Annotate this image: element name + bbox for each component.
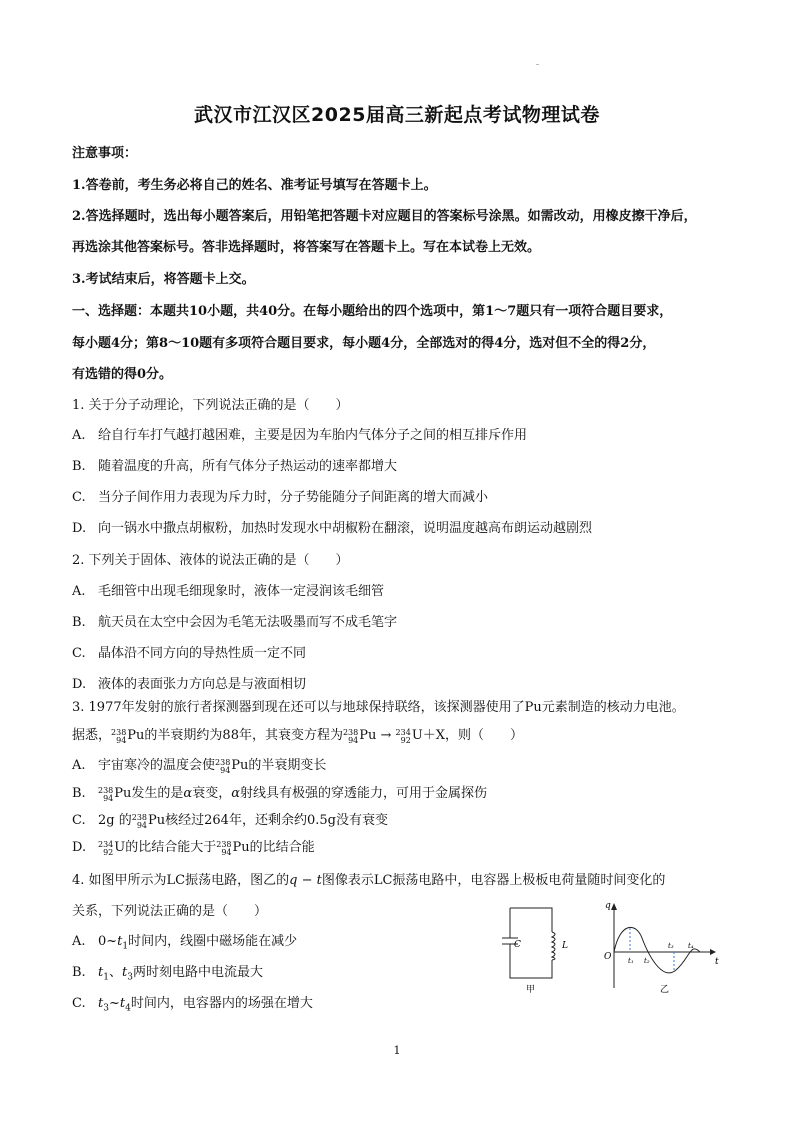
inductor-coil [552, 932, 555, 960]
inductor-label: L [562, 941, 568, 951]
notes-item-2-cont: 再选涂其他答案标号。答非选择题时，将答案写在答题卡上。写在本试卷上无效。 [72, 240, 541, 255]
notes-item-1: 1.答卷前，考生务必将自己的姓名、准考证号填写在答题卡上。 [72, 178, 437, 193]
u-nuclide-symbol: 234 92 [98, 840, 114, 857]
q1-stem: 1. 关于分子动理论，下列说法正确的是（ ） [72, 398, 349, 413]
q-axis-label: q [605, 901, 611, 911]
q2-option-a[interactable]: A. 毛细管中出现毛细现象时，液体一定浸润该毛细管 [72, 584, 385, 599]
q2-option-b[interactable]: B. 航天员在太空中会因为毛笔无法吸墨而写不成毛笔字 [72, 615, 398, 630]
q-t-curve [614, 927, 700, 973]
q3-option-d[interactable]: D. 234 92 U的比结合能大于 238 94 Pu的比结合能 [72, 840, 315, 857]
page-number: 1 [393, 1044, 401, 1057]
q4-stem-line-1: 4. 如图甲所示为LC振荡电路，图乙的q − t图像表示LC振荡电路中，电容器上极板电荷量随时间变化的 [72, 873, 666, 888]
capacitor-label: C [514, 940, 521, 950]
q3-stem-line-1: 3. 1977年发射的旅行者探测器到现在还可以与地球保持联络，该探测器使用了Pu元素制造的核动力电池。 [72, 700, 685, 715]
circuit-wire-top [510, 908, 552, 932]
scan-speck [536, 64, 539, 65]
page-title: 武汉市江汉区2025届高三新起点考试物理试卷 [194, 104, 600, 126]
q2-option-d[interactable]: D. 液体的表面张力方向总是与液面相切 [72, 677, 307, 692]
q4-option-b[interactable]: B. $t_1$、$t_3$两时刻电路中电流最大 [72, 965, 263, 983]
q4-figure [490, 898, 730, 994]
q1-option-c[interactable]: C. 当分子间作用力表现为斥力时，分子势能随分子间距离的增大而减小 [72, 490, 489, 505]
pu-nuclide-symbol: 238 94 [98, 786, 114, 803]
q-axis-arrow [611, 903, 617, 910]
pu-nuclide-symbol: 238 94 [216, 840, 232, 857]
figure-jia-label: 甲 [526, 985, 536, 994]
q4-option-c[interactable]: C. $t_3\sim t_4$时间内，电容器内的场强在增大 [72, 996, 313, 1014]
pu-nuclide-symbol: 238 94 [131, 813, 148, 830]
q1-option-b[interactable]: B. 随着温度的升高，所有气体分子热运动的速率都增大 [72, 459, 398, 474]
notes-item-3: 3.考试结束后，将答题卡上交。 [72, 272, 255, 287]
q3-option-a[interactable]: A. 宇宙寒冷的温度会使 238 94 Pu的半衰期变长 [72, 758, 327, 775]
q2-option-c[interactable]: C. 晶体沿不同方向的导热性质一定不同 [72, 646, 307, 661]
t-axis-arrow [710, 949, 716, 955]
q3-stem-line-2: 据悉， 238 94 Pu的半衰期约为88年，其衰变方程为 238 94 Pu → 234 92 U＋X，则（ ） [72, 728, 524, 745]
circuit-wire-bottom [510, 950, 552, 978]
section-1-instructions-1: 一、选择题：本题共10小题，共40分。在每小题给出的四个选项中，第1～7题只有一项符合题目要求， [72, 304, 673, 319]
figure-yi-label: 乙 [660, 985, 670, 994]
t3-label: t₃ [668, 942, 674, 950]
section-1-instructions-3: 有选错的得0分。 [72, 367, 173, 382]
section-1-instructions-2: 每小题4分；第8～10题有多项符合题目要求，每小题4分，全部选对的得4分，选对但不全的得2分， [72, 336, 656, 351]
q1-option-a[interactable]: A. 给自行车打气越打越困难，主要是因为车胎内气体分子之间的相互排斥作用 [72, 428, 528, 443]
t4-label: t₄ [688, 942, 694, 950]
pu-nuclide-symbol: 238 94 [111, 728, 127, 745]
q-t-graph [611, 903, 716, 988]
q4-stem-line-2: 关系，下列说法正确的是（ ） [72, 904, 268, 919]
u-nuclide-symbol: 234 92 [395, 728, 411, 745]
t1-label: t₁ [628, 957, 634, 965]
t-axis-label: t [715, 957, 719, 967]
q3-option-c[interactable]: C. 2g 的 238 94 Pu核经过264年，还剩余约0.5g没有衰变 [72, 813, 388, 830]
lc-circuit-diagram [502, 908, 555, 978]
q1-option-d[interactable]: D. 向一锅水中撒点胡椒粉，加热时发现水中胡椒粉在翻滚，说明温度越高布朗运动越剧烈 [72, 521, 593, 536]
q2-stem: 2. 下列关于固体、液体的说法正确的是（ ） [72, 553, 349, 568]
origin-label: O [604, 952, 612, 962]
pu-nuclide-symbol: 238 94 [215, 758, 231, 775]
pu-nuclide-symbol: 238 94 [342, 728, 359, 745]
notes-item-2: 2.答选择题时，选出每小题答案后，用铅笔把答题卡对应题目的答案标号涂黑。如需改动，用橡皮擦干净后， [72, 209, 697, 224]
notes-heading: 注意事项： [72, 146, 138, 161]
q3-option-b[interactable]: B. 238 94 Pu发生的是α衰变，α射线具有极强的穿透能力，可用于金属探伤 [72, 786, 487, 803]
t2-label: t₂ [644, 957, 650, 965]
q4-option-a[interactable]: A. $0\sim t_1$时间内，线圈中磁场能在减少 [72, 934, 298, 952]
